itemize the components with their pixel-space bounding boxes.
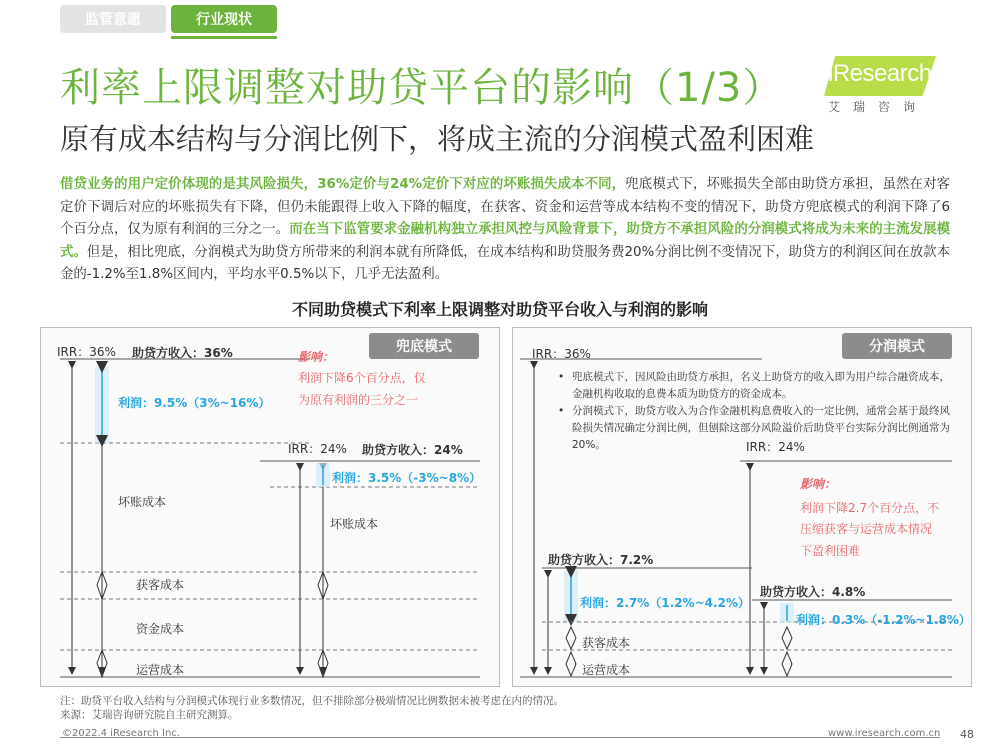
diagram-title: 不同助贷模式下利率上限调整对助贷平台收入与利润的影响 <box>291 300 708 319</box>
paragraph-highlight-1: 借贷业务的用户定价体现的是其风险损失，36%定价与24%定价下对应的坏账损失成本不同， <box>60 177 626 192</box>
left-irr36-label: IRR：36% <box>57 345 116 359</box>
right-profit03-label: 利润：0.3%（-1.2%~1.8%） <box>796 613 971 627</box>
footnote-source: 来源：艾瑞咨询研究院自主研究测算。 <box>60 709 239 721</box>
page-number: 48 <box>960 728 974 741</box>
right-impact-line3: 下盈利困难 <box>800 544 861 558</box>
active-tab-underline <box>171 36 277 39</box>
right-note-1: • 兜底模式下，因风险由助贷方承担，名义上助贷方的收入即为用户综合融资成本，金融机构收取的息费本质为助贷方的资金成本。 <box>558 369 950 403</box>
left-impact-title: 影响： <box>298 350 335 364</box>
logo-text: iResearch <box>828 60 932 87</box>
tab-industry-status[interactable]: 行业现状 <box>171 5 277 33</box>
right-irr24-label: IRR：24% <box>746 440 805 454</box>
page-title: 利率上限调整对助贷平台的影响（1/3） <box>60 65 784 111</box>
guarantee-model-badge: 兜底模式 <box>369 333 479 359</box>
right-profit27-label: 利润：2.7%（1.2%~4.2%） <box>580 596 750 610</box>
tab-regulatory-willingness[interactable]: 监管意愿 <box>60 5 166 33</box>
right-impact-line1: 利润下降2.7个百分点，不 <box>800 501 940 515</box>
right-operating-cost: 运营成本 <box>582 663 631 677</box>
right-impact-title: 影响： <box>800 477 837 491</box>
paragraph-highlight-2: 而在当下监管要求金融机构独立承担风控与风险背景下，助贷方不承担风险的分润模式将成为未来的主流发展模式。 <box>60 222 951 260</box>
logo-subtext: 艾瑞咨询 <box>828 100 929 114</box>
right-irr36-label: IRR：36% <box>532 347 591 361</box>
right-revenue48-label: 助贷方收入：4.8% <box>760 585 866 599</box>
paragraph-text-1: 兜底模式下，坏账损失全部由助贷方承担，虽然在对客定价下调后对应的坏账损失有下降，但仍未能跟得上收入下降的幅度，在获客、资金和运营等成本结构不变的情况下，助贷方兜底模式的利润下降了6个百分点，仅为原有利润的三分之一。 <box>60 177 951 237</box>
right-note-2: • 分润模式下，助贷方收入为合作金融机构息费收入的一定比例，通常会基于最终风险损失情况确定分润比例，但刨除这部分风险溢价后助贷平台实际分润比例通常为20%。 <box>558 403 950 454</box>
profit-sharing-badge: 分润模式 <box>842 333 952 359</box>
paragraph-text-2: 但是，相比兜底，分润模式为助贷方所带来的利润本就有所降低，在成本结构和助贷服务费20%分润比例不变情况下，助贷方的利润区间在放款本金的-1.2%至1.8%区间内，平均水平0.5%以下，几乎无法盈利。 <box>60 244 951 282</box>
iresearch-logo <box>822 54 952 114</box>
left-bad-debt-cost-36: 坏账成本 <box>118 495 167 509</box>
left-operating-cost: 运营成本 <box>136 663 185 677</box>
left-irr24-label: IRR：24% <box>288 442 347 456</box>
copyright: ©2022.4 iResearch Inc. <box>62 728 180 739</box>
footer-divider <box>60 737 940 738</box>
left-funding-cost: 资金成本 <box>136 622 185 636</box>
intro-paragraph <box>60 174 950 287</box>
website-link[interactable]: www.iresearch.com.cn <box>828 728 941 739</box>
left-revenue24-label: 助贷方收入：24% <box>362 443 463 457</box>
left-impact-line1: 利润下降6个百分点，仅 <box>298 371 426 385</box>
left-diagram-lines <box>40 327 500 687</box>
right-revenue72-label: 助贷方收入：7.2% <box>548 553 654 567</box>
page-subtitle: 原有成本结构与分润比例下，将成主流的分润模式盈利困难 <box>60 122 815 156</box>
left-impact-line2: 为原有利润的三分之一 <box>298 393 419 407</box>
left-profit24-label: 利润：3.5%（-3%~8%） <box>332 471 482 485</box>
left-acquisition-cost: 获客成本 <box>136 578 185 592</box>
footnote-note: 注：助贷平台收入结构与分润模式体现行业多数情况，但不排除部分极端情况比例数据未被考虑在内的情况。 <box>60 695 564 707</box>
left-bad-debt-cost-24: 坏账成本 <box>330 517 379 531</box>
right-acquisition-cost: 获客成本 <box>582 636 631 650</box>
left-profit36-label: 利润：9.5%（3%~16%） <box>118 396 271 410</box>
right-impact-line2: 压缩获客与运营成本情况 <box>800 522 933 536</box>
left-revenue36-label: 助贷方收入：36% <box>132 346 233 360</box>
